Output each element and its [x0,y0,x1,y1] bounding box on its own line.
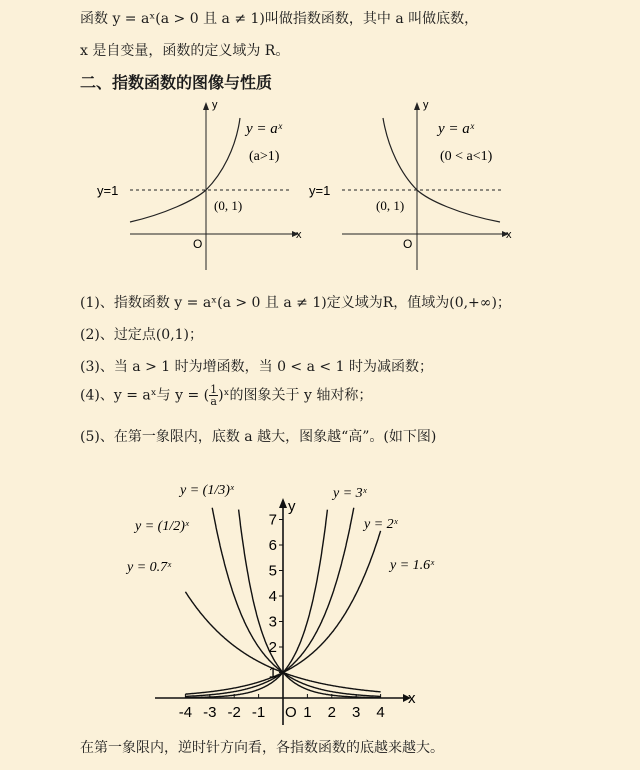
property-2: (2)、过定点(0,1)； [80,327,204,343]
right-y1-label: y=1 [309,183,331,198]
y-tick-label: 6 [268,537,277,554]
x-tick-label: -1 [251,704,266,721]
x-tick-label: 3 [352,704,361,721]
label-three: y = 3ˣ [333,486,367,501]
left-formula: y = aˣ [246,121,283,137]
right-condition: (0 < a<1) [440,149,493,164]
y-tick-label: 3 [268,613,277,631]
y-tick-label: 4 [268,588,277,605]
right-origin: O [403,237,413,251]
left-y-label: y [212,99,218,111]
big-y-label: y [288,498,296,515]
label-two: y = 2ˣ [364,517,398,532]
intro-line-2: x 是自变量，函数的定义域为 R。 [80,43,290,59]
right-formula: y = aˣ [438,121,475,137]
y-tick-label: 2 [268,639,277,656]
label-one-third: y = (1/3)ˣ [180,483,234,498]
property-4-den: a [210,395,217,408]
label-half: y = (1/2)ˣ [135,519,189,534]
x-tick-label: 2 [327,704,336,721]
y-tick-label: 1 [268,664,277,682]
left-point: (0, 1) [214,198,243,213]
left-y1-label: y=1 [97,183,119,198]
series-curve-4 [212,508,380,697]
property-4-a: (4)、y = aˣ与 y = ( [80,387,210,404]
big-origin: O [285,704,297,721]
conclusion: 在第一象限内，逆时针方向看，各指数函数的底越来越大。 [80,740,444,756]
x-tick-label: -2 [227,704,241,721]
big-x-label: x [408,690,416,707]
left-x-label: x [296,229,302,241]
label-zero-seven: y = 0.7ˣ [127,560,172,575]
series-curve-0 [185,510,327,698]
right-point: (0, 1) [376,198,405,213]
x-tick-label: 1 [303,704,312,721]
right-x-label: x [506,229,512,241]
property-3: (3)、当 a > 1 时为增函数，当 0 < a < 1 时为减函数； [80,359,433,375]
x-tick-label: -4 [178,704,193,721]
right-y-label: y [423,99,429,111]
big-y-arrow [279,498,287,508]
series-curve-5 [239,510,381,698]
property-1: (1)、指数函数 y = aˣ(a > 0 且 a ≠ 1)定义域为R，值域为(0,+∞)； [80,295,511,311]
section-title: 二、指数函数的图像与性质 [80,73,273,92]
left-condition: (a>1) [249,149,280,164]
y-tick-label: 5 [268,562,277,580]
y-tick-label: 7 [268,511,277,529]
left-origin: O [193,237,203,251]
property-5: (5)、在第一象限内，底数 a 越大，图象越“高”。(如下图) [80,429,437,445]
property-4-b: )ˣ的图象关于 y 轴对称； [218,387,373,404]
x-tick-label: -3 [203,704,217,721]
label-one-six: y = 1.6ˣ [390,558,435,573]
x-tick-label: 4 [376,704,385,721]
intro-line-1: 函数 y = aˣ(a > 0 且 a ≠ 1)叫做指数函数，其中 a 叫做底数， [80,11,479,27]
property-4-num: 1 [210,383,218,396]
